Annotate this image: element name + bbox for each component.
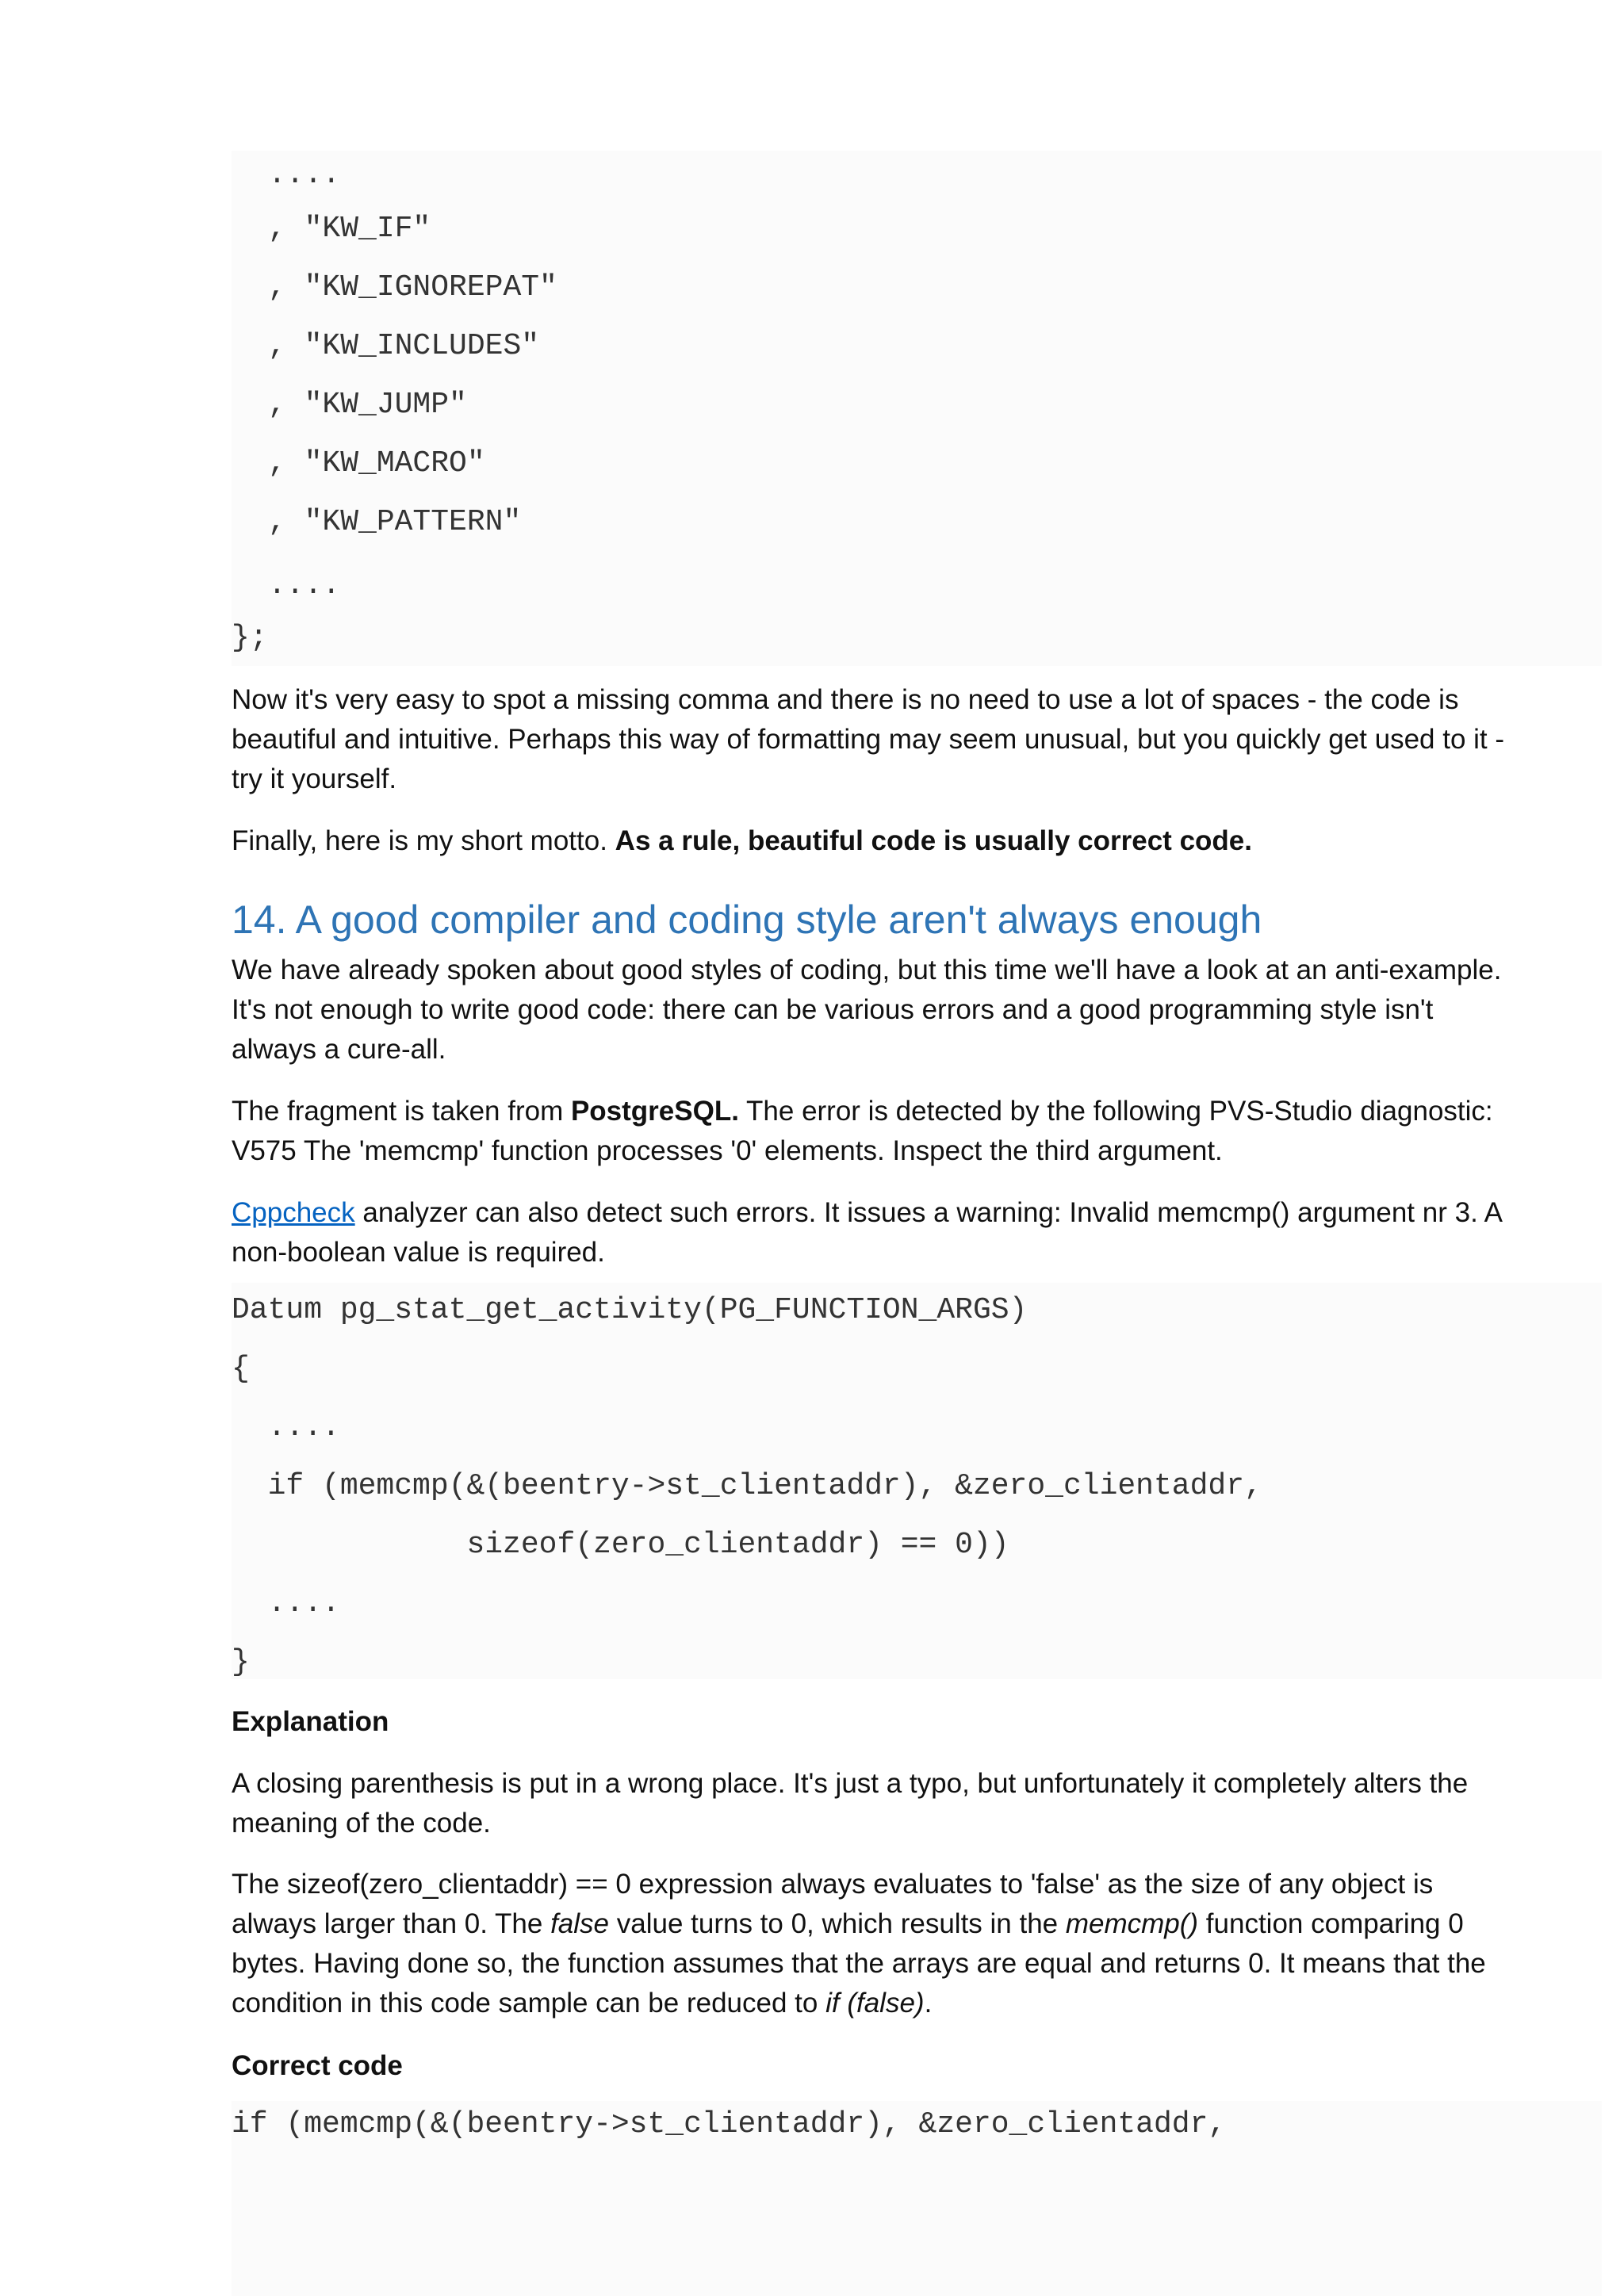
code-line: .... (232, 1586, 340, 1621)
italic-text: memcmp() (1065, 1908, 1199, 1939)
code-line: .... (268, 158, 341, 192)
paragraph: Now it's very easy to spot a missing comma and there is no need to use a lot of spaces - the code is beautiful and intuitive. Perhaps this way of formatting may seem unusual, but you quickly get used to it - try it yourself. (232, 684, 1505, 794)
paragraph-cppcheck (232, 1193, 1508, 1272)
code-line: } (232, 1645, 250, 1679)
italic-text: if (false) (825, 1988, 925, 2019)
paragraph-text: function comparing 0 bytes. Having done so, the function assumes that the arrays are equal and returns 0. It means that the condition in this code sample can be reduced to (232, 1908, 1486, 2019)
code-line: .... (268, 568, 341, 603)
code-line: , "KW_IF" (268, 212, 431, 246)
code-line: Datum pg_stat_get_activity(PG_FUNCTION_ARGS) (232, 1293, 1028, 1327)
code-line: { (232, 1352, 250, 1386)
paragraph: We have already spoken about good styles of coding, but this time we'll have a look at an anti-example. It's not enough to write good code: there can be various errors and a good programming style isn't always a cure-all. (232, 955, 1502, 1065)
paragraph-text: The sizeof(zero_clientaddr) == 0 expression always evaluates to 'false' as the size of any object is always larger than 0. The (232, 1869, 1434, 1939)
code-line: .... (232, 1410, 340, 1445)
motto-bold: As a rule, beautiful code is usually correct code. (615, 825, 1252, 856)
code-line: , "KW_MACRO" (268, 446, 485, 480)
code-line: if (memcmp(&(beentry->st_clientaddr), &zero_clientaddr, (232, 2107, 1227, 2141)
code-line: , "KW_PATTERN" (268, 505, 522, 539)
section-heading: 14. A good compiler and coding style aren't always enough (232, 897, 1262, 942)
paragraph-text: Finally, here is my short motto. (232, 825, 615, 856)
cppcheck-link[interactable]: Cppcheck (232, 1197, 355, 1228)
code-line: , "KW_INCLUDES" (268, 329, 540, 363)
paragraph: A closing parenthesis is put in a wrong place. It's just a typo, but unfortunately it completely alters the meaning of the code. (232, 1768, 1469, 1839)
paragraph-text: value turns to 0, which results in the (609, 1908, 1066, 1939)
code-line: }; (232, 621, 268, 655)
code-line: if (memcmp(&(beentry->st_clientaddr), &zero_clientaddr, (232, 1469, 1262, 1503)
paragraph-source (232, 1092, 1508, 1171)
italic-text: false (550, 1908, 610, 1939)
paragraph-text: The error is detected by the following PVS-Studio diagnostic: V575 The 'memcmp' function processes '0' elements. Inspect the third argument. (232, 1096, 1493, 1166)
explanation-heading: Explanation (232, 1706, 389, 1737)
paragraph-motto (232, 821, 1508, 861)
paragraph-text: The fragment is taken from (232, 1096, 571, 1127)
project-name-bold: PostgreSQL. (570, 1096, 739, 1127)
paragraph-text: . (924, 1988, 933, 2019)
code-line: sizeof(zero_clientaddr) == 0)) (232, 1528, 1009, 1562)
code-line: , "KW_IGNOREPAT" (268, 270, 557, 304)
correct-code-heading: Correct code (232, 2050, 403, 2081)
paragraph-text: analyzer can also detect such errors. It issues a warning: Invalid memcmp() argument nr 3. A non-boolean value is required. (232, 1197, 1501, 1268)
paragraph-sizeof (232, 1865, 1508, 2023)
code-line: , "KW_JUMP" (268, 388, 467, 422)
